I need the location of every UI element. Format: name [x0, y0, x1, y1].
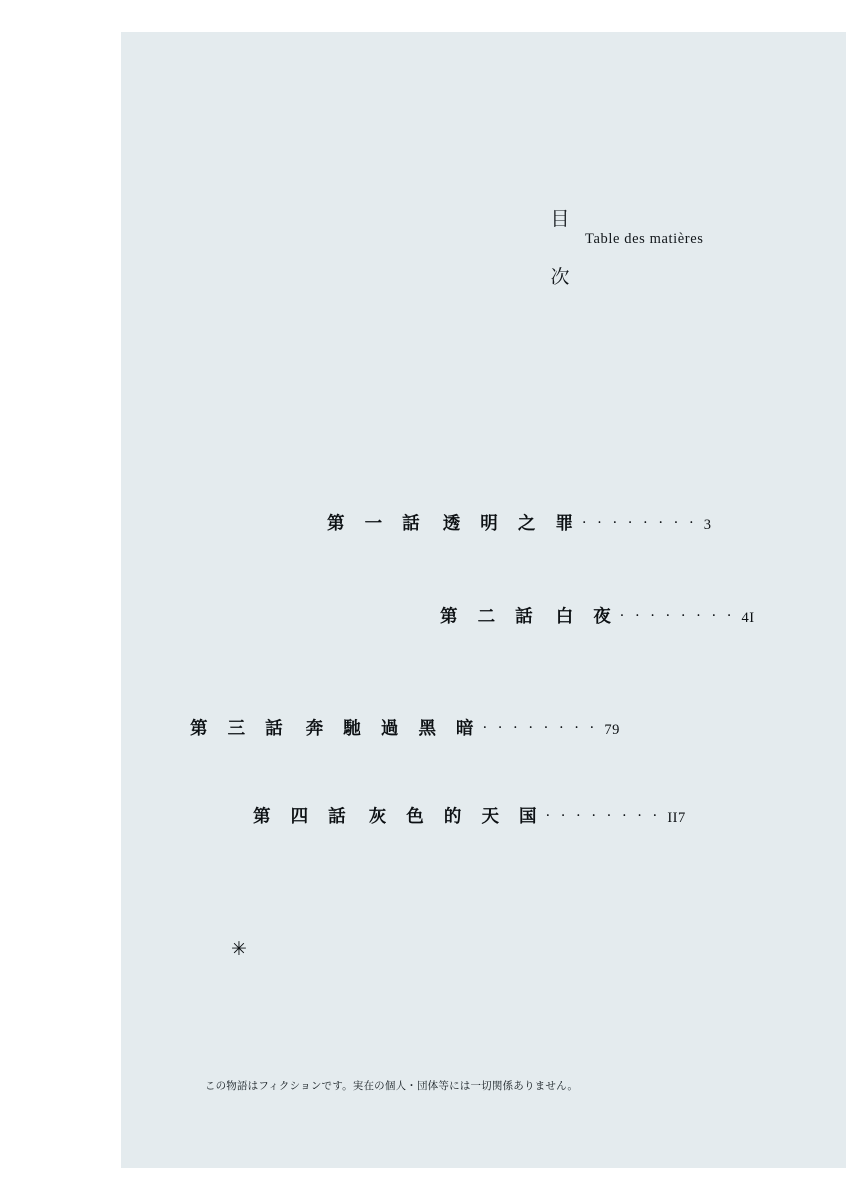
toc-entry-chapter: 第 二 話	[440, 607, 540, 627]
page-title-line1: 目	[550, 208, 570, 230]
toc-entry[interactable]	[253, 803, 686, 828]
asterisk-icon: ✳	[231, 938, 247, 960]
toc-entry-page: 79	[604, 722, 620, 738]
page-paper	[121, 32, 846, 1168]
page-subtitle: Table des matières	[585, 231, 704, 247]
page-title-line2: 次	[550, 266, 570, 288]
page-title	[540, 190, 580, 306]
toc-entry[interactable]	[190, 715, 620, 740]
toc-entry-page: 3	[703, 517, 712, 533]
toc-entry-chapter: 第 三 話	[190, 719, 290, 739]
toc-entry-chapter: 第 四 話	[253, 807, 353, 827]
toc-entry-chapter: 第 一 話	[327, 514, 427, 534]
ornament-divider	[0, 938, 846, 960]
toc-entry-page: 4I	[741, 610, 755, 626]
toc-entry-leader: · · · · · · · ·	[545, 808, 661, 824]
toc-entry-title: 透 明 之 罪	[442, 514, 580, 534]
toc-entry-title: 灰 色 的 天 国	[368, 807, 544, 827]
toc-entry-title: 奔 馳 過 黑 暗	[305, 719, 481, 739]
toc-entry-title: 白 夜	[555, 607, 618, 627]
disclaimer-text: この物語はフィクションです。実在の個人・団体等には一切関係ありません。	[204, 1080, 579, 1092]
toc-entry-leader: · · · · · · · ·	[482, 720, 598, 736]
toc-entry[interactable]	[440, 603, 755, 628]
toc-entry-leader: · · · · · · · ·	[619, 608, 735, 624]
toc-entry-leader: · · · · · · · ·	[581, 515, 697, 531]
disclaimer-note	[0, 1078, 846, 1093]
toc-entry[interactable]	[327, 510, 711, 535]
toc-entry-page: II7	[667, 810, 686, 826]
